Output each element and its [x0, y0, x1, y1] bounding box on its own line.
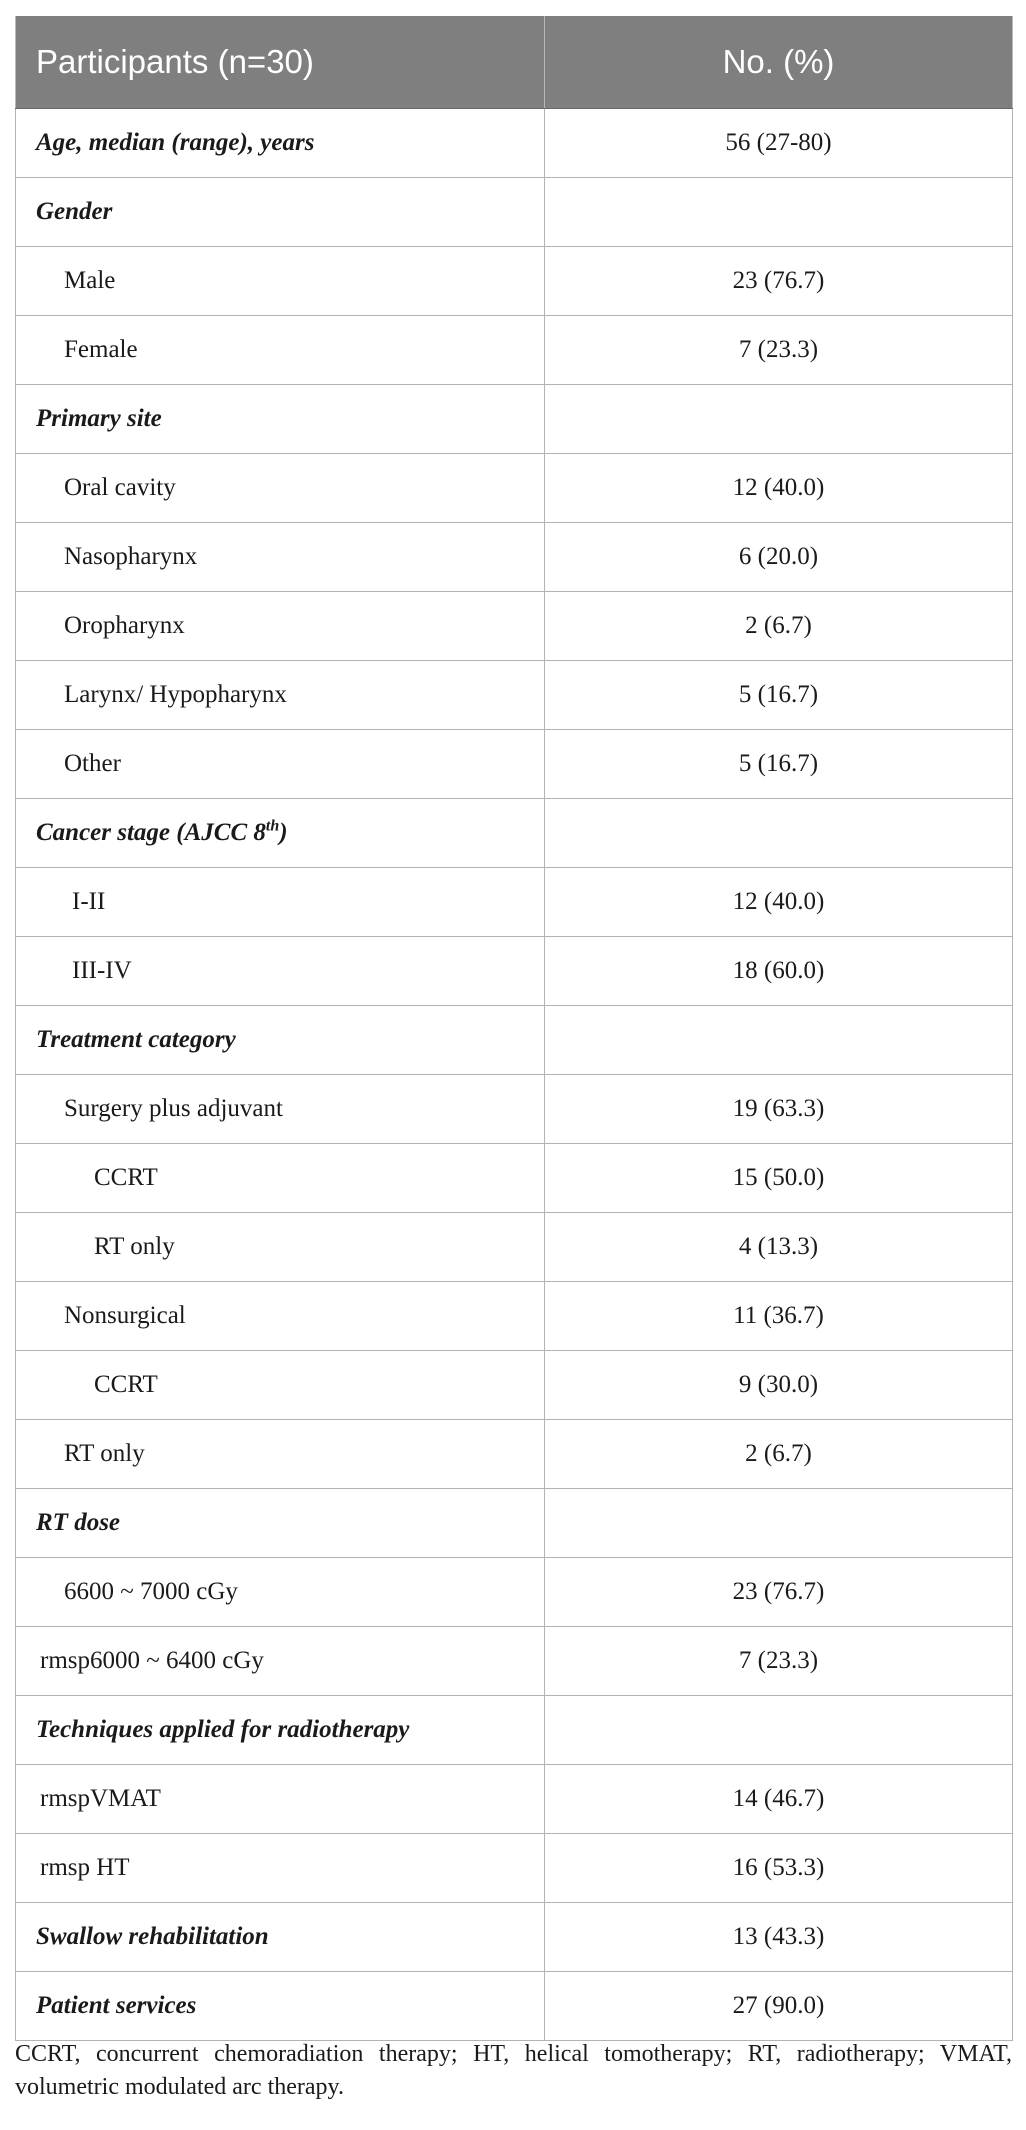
row-label: rmspVMAT: [16, 1765, 545, 1834]
row-value: [545, 799, 1013, 868]
row-label: rmsp HT: [16, 1834, 545, 1903]
header-row: [16, 16, 1013, 109]
table-row: [16, 1765, 1013, 1834]
row-value: 12 (40.0): [545, 454, 1013, 523]
table-row: [16, 1351, 1013, 1420]
table-row: [16, 385, 1013, 454]
row-label: Male: [16, 247, 545, 316]
table-row: [16, 178, 1013, 247]
row-label: 6600 ~ 7000 cGy: [16, 1558, 545, 1627]
row-value: [545, 178, 1013, 247]
table-row: [16, 592, 1013, 661]
row-label: [16, 799, 545, 868]
table-header: [16, 16, 1013, 109]
table-row: [16, 1420, 1013, 1489]
row-label: Techniques applied for radiotherapy: [16, 1696, 545, 1765]
table-row: [16, 1696, 1013, 1765]
row-label-tail: ): [279, 819, 288, 846]
table-footnote: CCRT, concurrent chemoradiation therapy; HT, helical tomotherapy; RT, radiotherapy; VMAT, volumetric modulated arc therapy.: [15, 2041, 1012, 2100]
table-row: [16, 109, 1013, 178]
row-label: Age, median (range), years: [16, 109, 545, 178]
table-row: [16, 1903, 1013, 1972]
row-label: Oral cavity: [16, 454, 545, 523]
row-label: Treatment category: [16, 1006, 545, 1075]
row-value: 56 (27-80): [545, 109, 1013, 178]
row-label: I-II: [16, 868, 545, 937]
table-row: [16, 247, 1013, 316]
table-row: [16, 1075, 1013, 1144]
row-value: 16 (53.3): [545, 1834, 1013, 1903]
row-label: Nasopharynx: [16, 523, 545, 592]
table-row: [16, 1006, 1013, 1075]
row-label: Primary site: [16, 385, 545, 454]
table-row: [16, 868, 1013, 937]
table-row: [16, 1213, 1013, 1282]
row-label: Swallow rehabilitation: [16, 1903, 545, 1972]
row-value: 6 (20.0): [545, 523, 1013, 592]
row-value: 5 (16.7): [545, 730, 1013, 799]
row-value: 23 (76.7): [545, 1558, 1013, 1627]
row-label: Oropharynx: [16, 592, 545, 661]
row-label: CCRT: [16, 1351, 545, 1420]
table-row: [16, 1282, 1013, 1351]
table-row: [16, 1834, 1013, 1903]
row-label: Gender: [16, 178, 545, 247]
row-value: 23 (76.7): [545, 247, 1013, 316]
row-label: Patient services: [16, 1972, 545, 2041]
row-label: Female: [16, 316, 545, 385]
row-value: 27 (90.0): [545, 1972, 1013, 2041]
table-row: [16, 730, 1013, 799]
row-label: Other: [16, 730, 545, 799]
row-value: [545, 1489, 1013, 1558]
row-value: 11 (36.7): [545, 1282, 1013, 1351]
row-value: 15 (50.0): [545, 1144, 1013, 1213]
row-value: 2 (6.7): [545, 592, 1013, 661]
row-value: 19 (63.3): [545, 1075, 1013, 1144]
row-value: [545, 385, 1013, 454]
row-value: 4 (13.3): [545, 1213, 1013, 1282]
row-value: 5 (16.7): [545, 661, 1013, 730]
table-row: [16, 661, 1013, 730]
row-label: RT only: [16, 1213, 545, 1282]
table-row: [16, 523, 1013, 592]
table-row: [16, 1627, 1013, 1696]
row-label: rmsp6000 ~ 6400 cGy: [16, 1627, 545, 1696]
row-label-superscript: th: [265, 817, 280, 835]
table-row: [16, 316, 1013, 385]
row-value: 18 (60.0): [545, 937, 1013, 1006]
table-body: [16, 109, 1013, 2041]
table-row: [16, 937, 1013, 1006]
row-value: 12 (40.0): [545, 868, 1013, 937]
header-no-percent: No. (%): [545, 16, 1013, 109]
row-value: [545, 1696, 1013, 1765]
row-value: 7 (23.3): [545, 316, 1013, 385]
row-label: RT only: [16, 1420, 545, 1489]
row-label-text: Cancer stage (AJCC 8: [36, 819, 266, 846]
row-value: [545, 1006, 1013, 1075]
row-value: 13 (43.3): [545, 1903, 1013, 1972]
row-label: RT dose: [16, 1489, 545, 1558]
participants-table-container: [15, 16, 1012, 2041]
table-row: [16, 1558, 1013, 1627]
table-row: [16, 1489, 1013, 1558]
row-value: 7 (23.3): [545, 1627, 1013, 1696]
header-participants: Participants (n=30): [16, 16, 545, 109]
row-label: CCRT: [16, 1144, 545, 1213]
table-row: [16, 799, 1013, 868]
row-value: 14 (46.7): [545, 1765, 1013, 1834]
table-row: [16, 454, 1013, 523]
table-row: [16, 1972, 1013, 2041]
table-row: [16, 1144, 1013, 1213]
row-label: Larynx/ Hypopharynx: [16, 661, 545, 730]
row-value: 2 (6.7): [545, 1420, 1013, 1489]
row-label: Surgery plus adjuvant: [16, 1075, 545, 1144]
row-label: Nonsurgical: [16, 1282, 545, 1351]
row-label: III-IV: [16, 937, 545, 1006]
participants-table: [15, 16, 1013, 2041]
row-value: 9 (30.0): [545, 1351, 1013, 1420]
